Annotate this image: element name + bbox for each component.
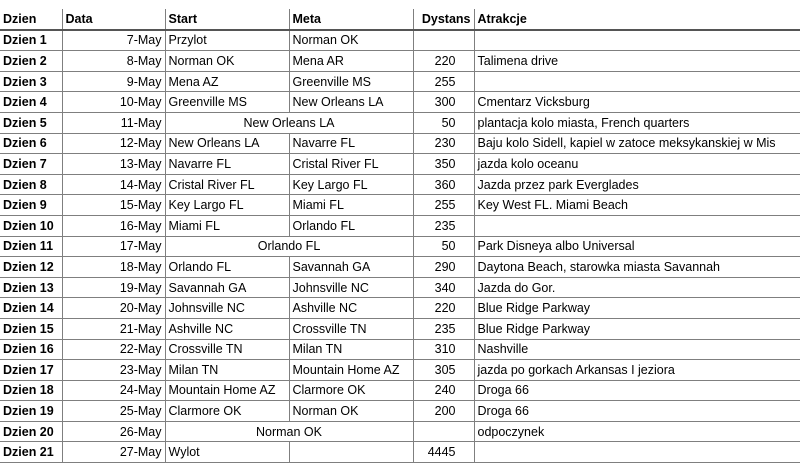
date-cell[interactable]: 19-May xyxy=(62,277,165,298)
meta-cell[interactable]: Milan TN xyxy=(289,339,413,360)
attractions-cell[interactable]: jazda po gorkach Arkansas I jeziora xyxy=(474,360,800,381)
attractions-cell[interactable]: Park Disneya albo Universal xyxy=(474,236,800,257)
meta-cell[interactable]: Orlando FL xyxy=(289,215,413,236)
day-cell[interactable]: Dzien 8 xyxy=(0,174,62,195)
distance-cell[interactable]: 350 xyxy=(413,154,474,175)
day-cell[interactable]: Dzien 20 xyxy=(0,421,62,442)
table-row xyxy=(0,318,800,339)
table-row xyxy=(0,442,800,463)
date-cell[interactable]: 23-May xyxy=(62,360,165,381)
distance-cell[interactable]: 220 xyxy=(413,51,474,72)
header-day[interactable]: Dzien xyxy=(0,9,62,30)
date-cell[interactable]: 15-May xyxy=(62,195,165,216)
distance-cell[interactable]: 50 xyxy=(413,112,474,133)
attractions-cell[interactable]: plantacja kolo miasta, French quarters xyxy=(474,112,800,133)
table-row xyxy=(0,154,800,175)
meta-cell[interactable]: Navarre FL xyxy=(289,133,413,154)
header-attractions[interactable]: Atrakcje xyxy=(474,9,800,30)
start-cell[interactable]: Milan TN xyxy=(165,360,289,381)
day-cell[interactable]: Dzien 6 xyxy=(0,133,62,154)
day-cell[interactable]: Dzien 13 xyxy=(0,277,62,298)
attractions-cell[interactable] xyxy=(474,30,800,51)
attractions-cell[interactable]: Talimena drive xyxy=(474,51,800,72)
attractions-cell[interactable]: Droga 66 xyxy=(474,380,800,401)
attractions-cell[interactable]: odpoczynek xyxy=(474,421,800,442)
attractions-cell[interactable] xyxy=(474,71,800,92)
day-cell[interactable]: Dzien 4 xyxy=(0,92,62,113)
date-cell[interactable]: 12-May xyxy=(62,133,165,154)
day-cell[interactable]: Dzien 11 xyxy=(0,236,62,257)
date-cell[interactable]: 8-May xyxy=(62,51,165,72)
header-start[interactable]: Start xyxy=(165,9,289,30)
day-cell[interactable]: Dzien 7 xyxy=(0,154,62,175)
distance-cell[interactable] xyxy=(413,421,474,442)
distance-cell[interactable]: 220 xyxy=(413,298,474,319)
table-row xyxy=(0,51,800,72)
table-row xyxy=(0,360,800,381)
day-cell[interactable]: Dzien 1 xyxy=(0,30,62,51)
header-meta[interactable]: Meta xyxy=(289,9,413,30)
day-cell[interactable]: Dzien 2 xyxy=(0,51,62,72)
date-cell[interactable]: 22-May xyxy=(62,339,165,360)
meta-cell[interactable] xyxy=(289,442,413,463)
table-row xyxy=(0,236,800,257)
table-row xyxy=(0,112,800,133)
day-cell[interactable]: Dzien 10 xyxy=(0,215,62,236)
attractions-cell[interactable]: Jazda do Gor. xyxy=(474,277,800,298)
meta-cell[interactable]: Mena AR xyxy=(289,51,413,72)
table-row xyxy=(0,298,800,319)
meta-cell[interactable]: Ashville NC xyxy=(289,298,413,319)
date-cell[interactable]: 26-May xyxy=(62,421,165,442)
day-cell[interactable]: Dzien 16 xyxy=(0,339,62,360)
merged-location-cell[interactable]: New Orleans LA xyxy=(165,112,413,133)
distance-cell[interactable]: 235 xyxy=(413,215,474,236)
day-cell[interactable]: Dzien 12 xyxy=(0,257,62,278)
start-cell[interactable]: Mena AZ xyxy=(165,71,289,92)
table-row xyxy=(0,195,800,216)
start-cell[interactable]: Clarmore OK xyxy=(165,401,289,422)
meta-cell[interactable]: Mountain Home AZ xyxy=(289,360,413,381)
distance-cell[interactable]: 310 xyxy=(413,339,474,360)
attractions-cell[interactable]: Droga 66 xyxy=(474,401,800,422)
distance-cell[interactable]: 340 xyxy=(413,277,474,298)
attractions-cell[interactable]: Jazda przez park Everglades xyxy=(474,174,800,195)
date-cell[interactable]: 20-May xyxy=(62,298,165,319)
distance-cell[interactable]: 305 xyxy=(413,360,474,381)
day-cell[interactable]: Dzien 5 xyxy=(0,112,62,133)
meta-cell[interactable]: New Orleans LA xyxy=(289,92,413,113)
attractions-cell[interactable]: jazda kolo oceanu xyxy=(474,154,800,175)
header-distance[interactable]: Dystans xyxy=(413,9,474,30)
meta-cell[interactable]: Crossville TN xyxy=(289,318,413,339)
date-cell[interactable]: 17-May xyxy=(62,236,165,257)
distance-cell[interactable] xyxy=(413,30,474,51)
table-row xyxy=(0,215,800,236)
meta-cell[interactable]: Norman OK xyxy=(289,30,413,51)
day-cell[interactable]: Dzien 14 xyxy=(0,298,62,319)
date-cell[interactable]: 16-May xyxy=(62,215,165,236)
day-cell[interactable]: Dzien 17 xyxy=(0,360,62,381)
table-row xyxy=(0,339,800,360)
table-row xyxy=(0,401,800,422)
start-cell[interactable]: Orlando FL xyxy=(165,257,289,278)
table-row xyxy=(0,421,800,442)
start-cell[interactable]: Cristal River FL xyxy=(165,174,289,195)
day-cell[interactable]: Dzien 15 xyxy=(0,318,62,339)
distance-cell[interactable]: 290 xyxy=(413,257,474,278)
distance-cell[interactable]: 255 xyxy=(413,195,474,216)
distance-cell[interactable]: 4445 xyxy=(413,442,474,463)
header-date[interactable]: Data xyxy=(62,9,165,30)
attractions-cell[interactable] xyxy=(474,442,800,463)
start-cell[interactable]: Mountain Home AZ xyxy=(165,380,289,401)
attractions-cell[interactable]: Cmentarz Vicksburg xyxy=(474,92,800,113)
day-cell[interactable]: Dzien 3 xyxy=(0,71,62,92)
distance-cell[interactable]: 300 xyxy=(413,92,474,113)
start-cell[interactable]: Savannah GA xyxy=(165,277,289,298)
start-cell[interactable]: Navarre FL xyxy=(165,154,289,175)
start-cell[interactable]: Crossville TN xyxy=(165,339,289,360)
day-cell[interactable]: Dzien 18 xyxy=(0,380,62,401)
day-cell[interactable]: Dzien 19 xyxy=(0,401,62,422)
table-row xyxy=(0,257,800,278)
date-cell[interactable]: 27-May xyxy=(62,442,165,463)
meta-cell[interactable]: Greenville MS xyxy=(289,71,413,92)
date-cell[interactable]: 9-May xyxy=(62,71,165,92)
distance-cell[interactable]: 200 xyxy=(413,401,474,422)
start-cell[interactable]: Miami FL xyxy=(165,215,289,236)
start-cell[interactable]: Norman OK xyxy=(165,51,289,72)
merged-location-cell[interactable]: Orlando FL xyxy=(165,236,413,257)
table-row xyxy=(0,174,800,195)
table-row xyxy=(0,133,800,154)
distance-cell[interactable]: 230 xyxy=(413,133,474,154)
meta-cell[interactable]: Savannah GA xyxy=(289,257,413,278)
table-row xyxy=(0,71,800,92)
attractions-cell[interactable]: Baju kolo Sidell, kapiel w zatoce meksykanskiej w Mis xyxy=(474,133,800,154)
attractions-cell[interactable] xyxy=(474,215,800,236)
meta-cell[interactable]: Clarmore OK xyxy=(289,380,413,401)
start-cell[interactable]: Wylot xyxy=(165,442,289,463)
distance-cell[interactable]: 50 xyxy=(413,236,474,257)
merged-location-cell[interactable]: Norman OK xyxy=(165,421,413,442)
distance-cell[interactable]: 235 xyxy=(413,318,474,339)
distance-cell[interactable]: 360 xyxy=(413,174,474,195)
meta-cell[interactable]: Key Largo FL xyxy=(289,174,413,195)
attractions-cell[interactable]: Key West FL. Miami Beach xyxy=(474,195,800,216)
table-row xyxy=(0,92,800,113)
meta-cell[interactable]: Miami FL xyxy=(289,195,413,216)
date-cell[interactable]: 24-May xyxy=(62,380,165,401)
day-cell[interactable]: Dzien 21 xyxy=(0,442,62,463)
table-row xyxy=(0,277,800,298)
meta-cell[interactable]: Norman OK xyxy=(289,401,413,422)
attractions-cell[interactable]: Daytona Beach, starowka miasta Savannah xyxy=(474,257,800,278)
date-cell[interactable]: 14-May xyxy=(62,174,165,195)
distance-cell[interactable]: 255 xyxy=(413,71,474,92)
start-cell[interactable]: Greenville MS xyxy=(165,92,289,113)
attractions-cell[interactable]: Blue Ridge Parkway xyxy=(474,318,800,339)
start-cell[interactable]: Przylot xyxy=(165,30,289,51)
date-cell[interactable]: 11-May xyxy=(62,112,165,133)
date-cell[interactable]: 10-May xyxy=(62,92,165,113)
start-cell[interactable]: Ashville NC xyxy=(165,318,289,339)
start-cell[interactable]: Johnsville NC xyxy=(165,298,289,319)
day-cell[interactable]: Dzien 9 xyxy=(0,195,62,216)
date-cell[interactable]: 18-May xyxy=(62,257,165,278)
date-cell[interactable]: 21-May xyxy=(62,318,165,339)
table-row xyxy=(0,30,800,51)
distance-cell[interactable]: 240 xyxy=(413,380,474,401)
date-cell[interactable]: 13-May xyxy=(62,154,165,175)
meta-cell[interactable]: Johnsville NC xyxy=(289,277,413,298)
itinerary-table xyxy=(0,9,800,463)
attractions-cell[interactable]: Blue Ridge Parkway xyxy=(474,298,800,319)
date-cell[interactable]: 7-May xyxy=(62,30,165,51)
date-cell[interactable]: 25-May xyxy=(62,401,165,422)
header-row xyxy=(0,9,800,30)
meta-cell[interactable]: Cristal River FL xyxy=(289,154,413,175)
table-row xyxy=(0,380,800,401)
start-cell[interactable]: New Orleans LA xyxy=(165,133,289,154)
start-cell[interactable]: Key Largo FL xyxy=(165,195,289,216)
attractions-cell[interactable]: Nashville xyxy=(474,339,800,360)
